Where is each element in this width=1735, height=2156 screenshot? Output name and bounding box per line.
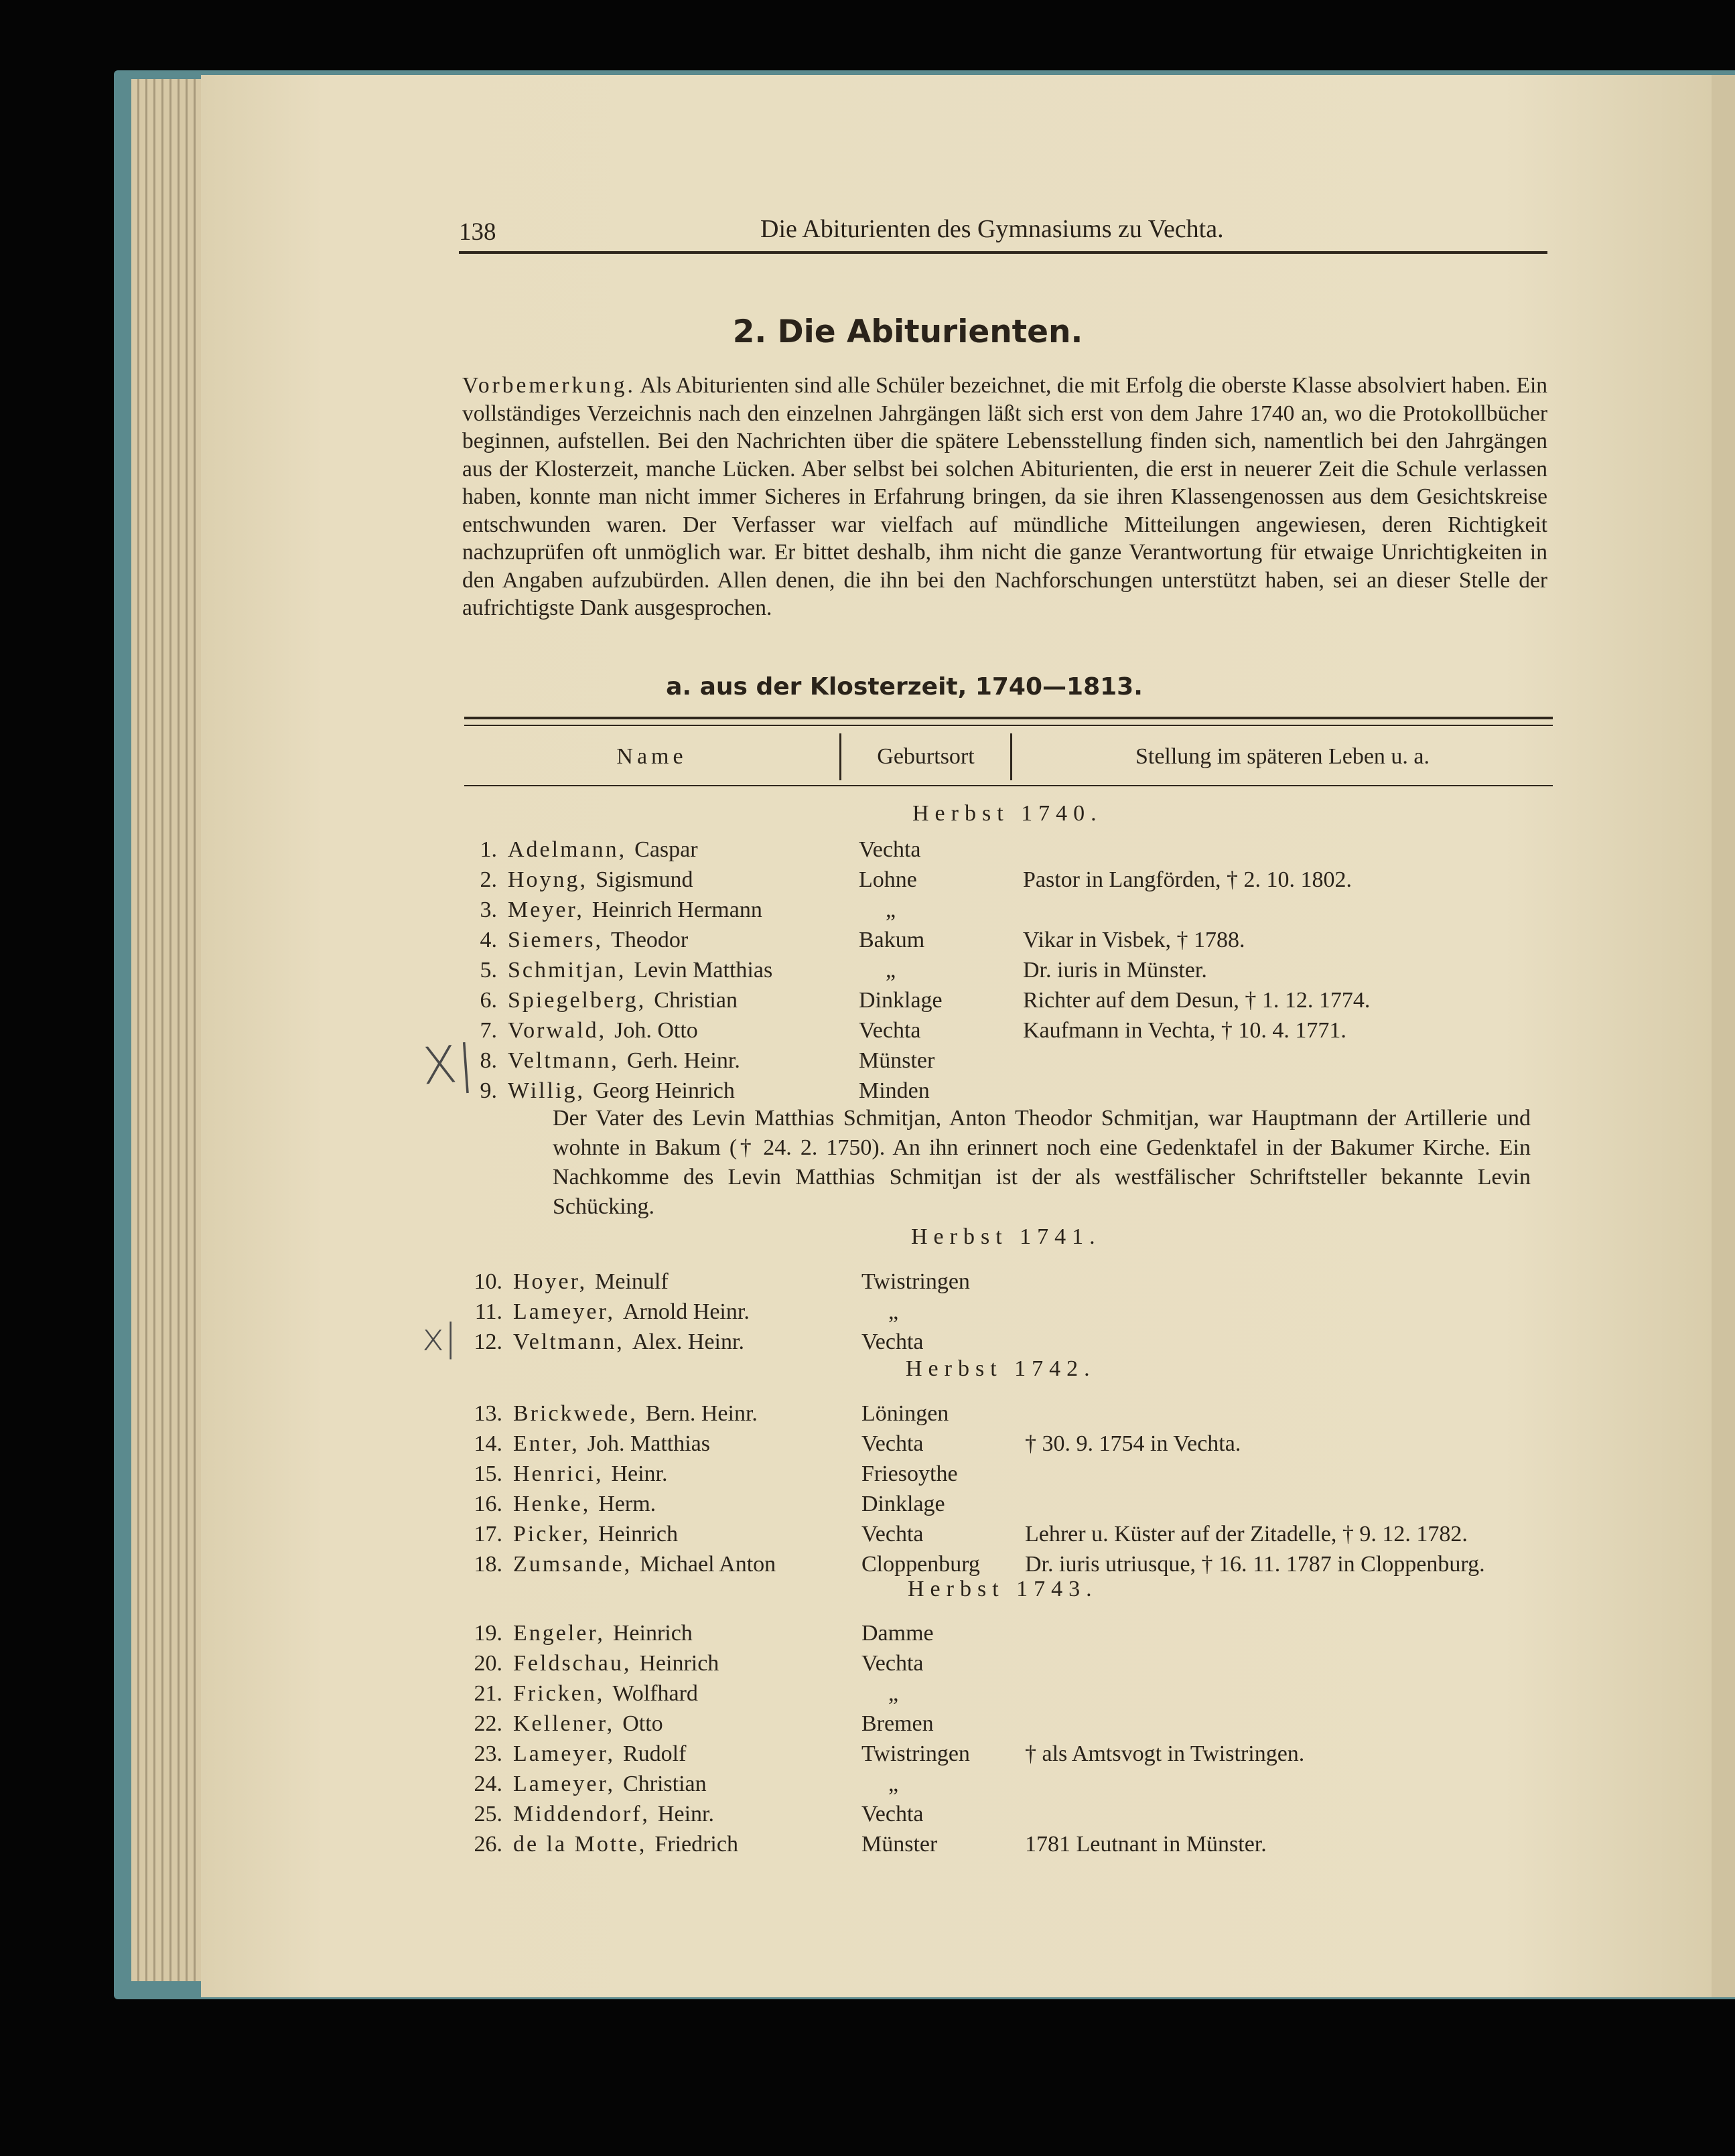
row-number: 18. xyxy=(474,1552,502,1577)
table-row xyxy=(0,1269,1735,1299)
row-surname: Kellener, xyxy=(513,1711,615,1736)
row-given-name: Rudolf xyxy=(622,1741,687,1766)
row-number: 11. xyxy=(474,1299,502,1324)
row-number: 22. xyxy=(474,1711,502,1736)
page-number: 138 xyxy=(459,218,496,246)
row-given-name: Caspar xyxy=(634,837,698,862)
row-number: 10. xyxy=(474,1269,502,1294)
group-heading: Herbst 1741. xyxy=(911,1224,1101,1249)
row-birthplace: Löningen xyxy=(861,1401,949,1426)
row-name xyxy=(508,867,693,893)
row-given-name: Heinrich xyxy=(612,1621,693,1646)
row-surname: Veltmann, xyxy=(513,1329,624,1354)
row-given-name: Friedrich xyxy=(654,1832,738,1857)
row-surname: Hoyer, xyxy=(513,1269,587,1294)
row-given-name: Heinr. xyxy=(657,1802,714,1826)
row-given-name: Heinrich xyxy=(639,1651,719,1676)
row-number: 23. xyxy=(474,1741,502,1766)
row-name xyxy=(513,1329,744,1355)
row-name xyxy=(508,958,772,983)
header-rule xyxy=(459,251,1547,254)
row-birthplace: Vechta xyxy=(859,837,921,862)
row-surname: Picker, xyxy=(513,1522,590,1547)
row-given-name: Heinr. xyxy=(611,1461,668,1486)
column-header-birthplace: Geburtsort xyxy=(877,744,975,769)
row-name xyxy=(508,928,688,953)
row-surname: Middendorf, xyxy=(513,1802,650,1826)
row-name xyxy=(513,1711,663,1737)
table-row xyxy=(0,867,1735,897)
table-row xyxy=(0,1621,1735,1650)
row-name xyxy=(513,1741,686,1767)
row-birthplace: Lohne xyxy=(859,867,917,892)
row-name xyxy=(513,1492,656,1517)
row-birthplace: „ xyxy=(886,958,896,983)
table-row xyxy=(0,1018,1735,1048)
row-name xyxy=(513,1772,707,1797)
row-surname: Siemers, xyxy=(508,928,604,952)
row-position: Vikar in Visbek, † 1788. xyxy=(1023,928,1245,952)
row-name xyxy=(513,1401,758,1427)
row-name xyxy=(513,1621,693,1646)
row-position: Kaufmann in Vechta, † 10. 4. 1771. xyxy=(1023,1018,1346,1043)
row-number: 8. xyxy=(480,1048,497,1073)
row-birthplace: Bremen xyxy=(861,1711,934,1736)
table-row xyxy=(0,1772,1735,1801)
row-given-name: Levin Matthias xyxy=(634,958,773,983)
row-given-name: Michael Anton xyxy=(640,1552,776,1577)
intro-text: Als Abiturienten sind alle Schüler bezeichnet, die mit Erfolg die oberste Klasse absolviert haben. Ein vollständiges Verzeichnis nach den einzelnen Jahrgängen läßt sich erst von dem Jahre 1740 an, wo die Protokollbücher beginnen, aufstellen. Bei den Nachrichten über die spätere Lebensstellung finden sich, namentlich bei den Jahrgängen aus der Klosterzeit, manche Lücken. Aber selbst bei solchen Abiturienten, die erst in neuerer Zeit die Schule verlassen haben, konnte man nicht immer Sicheres in Erfahrung bringen, da sie ihren Klassengenossen aus dem Gesichtskreise entschwunden waren. Der Verfasser war vielfach auf mündliche Mitteilungen angewiesen, deren Richtigkeit nachzuprüfen oft unmöglich war. Er bittet deshalb, ihm nicht die ganze Verantwortung für etwaige Unrichtigkeiten in den Angaben aufzubürden. Allen denen, die ihn bei den Nachforschungen unterstützt haben, sei an dieser Stelle der aufrichtigste Dank ausgesprochen. xyxy=(462,373,1548,620)
row-birthplace: Dinklage xyxy=(861,1492,945,1516)
row-given-name: Gerh. Heinr. xyxy=(626,1048,740,1073)
row-name xyxy=(508,1048,740,1074)
row-number: 24. xyxy=(474,1772,502,1796)
subsection-title: a. aus der Klosterzeit, 1740—1813. xyxy=(666,673,1143,701)
row-surname: Brickwede, xyxy=(513,1401,638,1426)
table-row xyxy=(0,1401,1735,1431)
table-row xyxy=(0,837,1735,867)
table-row xyxy=(0,1832,1735,1861)
row-position: † 30. 9. 1754 in Vechta. xyxy=(1025,1431,1241,1456)
row-surname: de la Motte, xyxy=(513,1832,647,1857)
running-title: Die Abiturienten des Gymnasiums zu Vechta. xyxy=(760,215,1224,243)
row-given-name: Heinrich xyxy=(598,1522,678,1547)
row-birthplace: Vechta xyxy=(861,1522,924,1547)
row-given-name: Georg Heinrich xyxy=(593,1078,735,1103)
row-number: 20. xyxy=(474,1651,502,1676)
row-surname: Lameyer, xyxy=(513,1772,615,1796)
row-birthplace: „ xyxy=(886,897,896,922)
row-number: 15. xyxy=(474,1461,502,1486)
row-name xyxy=(513,1431,710,1457)
row-number: 4. xyxy=(480,928,497,952)
pencil-mark: x| xyxy=(422,1316,458,1360)
row-number: 13. xyxy=(474,1401,502,1426)
table-row xyxy=(0,958,1735,987)
row-birthplace: Cloppenburg xyxy=(861,1552,980,1577)
row-given-name: Meinulf xyxy=(595,1269,669,1294)
group-heading: Herbst 1742. xyxy=(906,1356,1096,1381)
table-row xyxy=(0,1431,1735,1461)
row-surname: Fricken, xyxy=(513,1681,605,1706)
row-birthplace: Münster xyxy=(859,1048,935,1073)
row-number: 14. xyxy=(474,1431,502,1456)
row-surname: Adelmann, xyxy=(508,837,627,862)
row-surname: Feldschau, xyxy=(513,1651,632,1676)
row-name xyxy=(513,1461,668,1487)
row-number: 26. xyxy=(474,1832,502,1857)
table-header-rule xyxy=(464,785,1553,786)
row-number: 7. xyxy=(480,1018,497,1043)
row-surname: Schmitjan, xyxy=(508,958,626,983)
row-number: 3. xyxy=(480,897,497,922)
table-row xyxy=(0,1802,1735,1831)
row-name xyxy=(508,897,762,923)
intro-lead: Vorbemerkung. xyxy=(462,373,636,398)
table-row xyxy=(0,1522,1735,1551)
row-number: 12. xyxy=(474,1329,502,1354)
table-row xyxy=(0,1492,1735,1521)
row-name xyxy=(513,1832,738,1857)
column-header-name: Name xyxy=(616,744,687,769)
row-birthplace: „ xyxy=(888,1772,899,1796)
row-number: 21. xyxy=(474,1681,502,1706)
row-birthplace: „ xyxy=(888,1299,899,1324)
row-given-name: Otto xyxy=(622,1711,663,1736)
row-given-name: Joh. Matthias xyxy=(587,1431,710,1456)
table-row xyxy=(0,897,1735,927)
row-surname: Enter, xyxy=(513,1431,579,1456)
table-row xyxy=(0,1329,1735,1359)
table-row xyxy=(0,988,1735,1017)
column-header-position: Stellung im späteren Leben u. a. xyxy=(1135,744,1430,769)
row-given-name: Christian xyxy=(654,988,738,1013)
row-surname: Hoyng, xyxy=(508,867,588,892)
row-number: 6. xyxy=(480,988,497,1013)
row-birthplace: Vechta xyxy=(861,1431,924,1456)
table-row xyxy=(0,1552,1735,1581)
row-given-name: Arnold Heinr. xyxy=(622,1299,750,1324)
row-birthplace: Minden xyxy=(859,1078,930,1103)
row-given-name: Alex. Heinr. xyxy=(632,1329,744,1354)
table-row xyxy=(0,1681,1735,1711)
row-name xyxy=(513,1651,719,1676)
row-surname: Engeler, xyxy=(513,1621,605,1646)
row-number: 19. xyxy=(474,1621,502,1646)
row-name xyxy=(513,1681,698,1707)
row-surname: Henrici, xyxy=(513,1461,604,1486)
row-birthplace: Twistringen xyxy=(861,1741,970,1766)
row-number: 25. xyxy=(474,1802,502,1826)
table-row xyxy=(0,1461,1735,1491)
row-name xyxy=(513,1522,678,1547)
table-top-rule-thin xyxy=(464,725,1553,726)
table-row xyxy=(0,1711,1735,1741)
row-birthplace: Twistringen xyxy=(861,1269,970,1294)
row-birthplace: Vechta xyxy=(861,1651,924,1676)
row-number: 5. xyxy=(480,958,497,983)
row-given-name: Sigismund xyxy=(596,867,693,892)
row-birthplace: Vechta xyxy=(861,1329,924,1354)
row-name xyxy=(513,1269,669,1295)
table-row xyxy=(0,928,1735,957)
footnote-schmitjan: Der Vater des Levin Matthias Schmitjan, Anton Theodor Schmitjan, war Hauptmann der Artillerie und wohnte in Bakum († 24. 2. 1750). An ihn erinnert noch eine Gedenktafel in der Bakumer Kirche. Ein Nachkomme des Levin Matthias Schmitjan ist der als westfälischer Schriftsteller bekannte Levin Schücking. xyxy=(553,1106,1531,1219)
row-given-name: Wolfhard xyxy=(612,1681,698,1706)
row-name xyxy=(513,1299,750,1325)
row-surname: Vorwald, xyxy=(508,1018,607,1043)
row-name xyxy=(508,1018,698,1044)
pencil-mark: X| xyxy=(419,1033,476,1096)
table-row xyxy=(0,1048,1735,1078)
row-position: Lehrer u. Küster auf der Zitadelle, † 9. 12. 1782. xyxy=(1025,1522,1468,1547)
row-birthplace: Friesoythe xyxy=(861,1461,958,1486)
row-surname: Meyer, xyxy=(508,897,584,922)
table-row xyxy=(0,1651,1735,1680)
row-number: 16. xyxy=(474,1492,502,1516)
section-title: 2. Die Abiturienten. xyxy=(732,313,1083,350)
row-position: Dr. iuris utriusque, † 16. 11. 1787 in Cloppenburg. xyxy=(1025,1552,1485,1577)
intro-paragraph xyxy=(462,372,1547,622)
row-surname: Willig, xyxy=(508,1078,585,1103)
row-name xyxy=(513,1802,714,1827)
row-birthplace: Damme xyxy=(861,1621,934,1646)
row-position: † als Amtsvogt in Twistringen. xyxy=(1025,1741,1305,1766)
row-surname: Henke, xyxy=(513,1492,591,1516)
row-position: 1781 Leutnant in Münster. xyxy=(1025,1832,1267,1857)
row-number: 1. xyxy=(480,837,497,862)
group-heading: Herbst 1740. xyxy=(912,801,1103,826)
row-name xyxy=(513,1552,776,1577)
row-birthplace: Vechta xyxy=(859,1018,921,1043)
row-surname: Spiegelberg, xyxy=(508,988,646,1013)
row-position: Pastor in Langförden, † 2. 10. 1802. xyxy=(1023,867,1352,892)
row-birthplace: Bakum xyxy=(859,928,925,952)
row-given-name: Joh. Otto xyxy=(614,1018,698,1043)
row-given-name: Christian xyxy=(622,1772,707,1796)
row-surname: Lameyer, xyxy=(513,1299,615,1324)
row-surname: Veltmann, xyxy=(508,1048,619,1073)
row-given-name: Theodor xyxy=(611,928,689,952)
row-surname: Lameyer, xyxy=(513,1741,615,1766)
row-number: 17. xyxy=(474,1522,502,1547)
row-birthplace: „ xyxy=(888,1681,899,1706)
row-surname: Zumsande, xyxy=(513,1552,632,1577)
row-given-name: Heinrich Hermann xyxy=(592,897,762,922)
row-position: Richter auf dem Desun, † 1. 12. 1774. xyxy=(1023,988,1371,1013)
group-heading: Herbst 1743. xyxy=(908,1577,1098,1601)
table-row xyxy=(0,1741,1735,1771)
table-top-rule xyxy=(464,717,1553,719)
row-birthplace: Dinklage xyxy=(859,988,943,1013)
row-name xyxy=(508,1078,735,1104)
row-number: 2. xyxy=(480,867,497,892)
table-row xyxy=(0,1299,1735,1329)
row-birthplace: Vechta xyxy=(861,1802,924,1826)
row-given-name: Bern. Heinr. xyxy=(645,1401,758,1426)
row-name xyxy=(508,837,698,863)
row-birthplace: Münster xyxy=(861,1832,938,1857)
row-number: 9. xyxy=(480,1078,497,1103)
row-name xyxy=(508,988,738,1013)
row-given-name: Herm. xyxy=(598,1492,656,1516)
row-position: Dr. iuris in Münster. xyxy=(1023,958,1207,983)
